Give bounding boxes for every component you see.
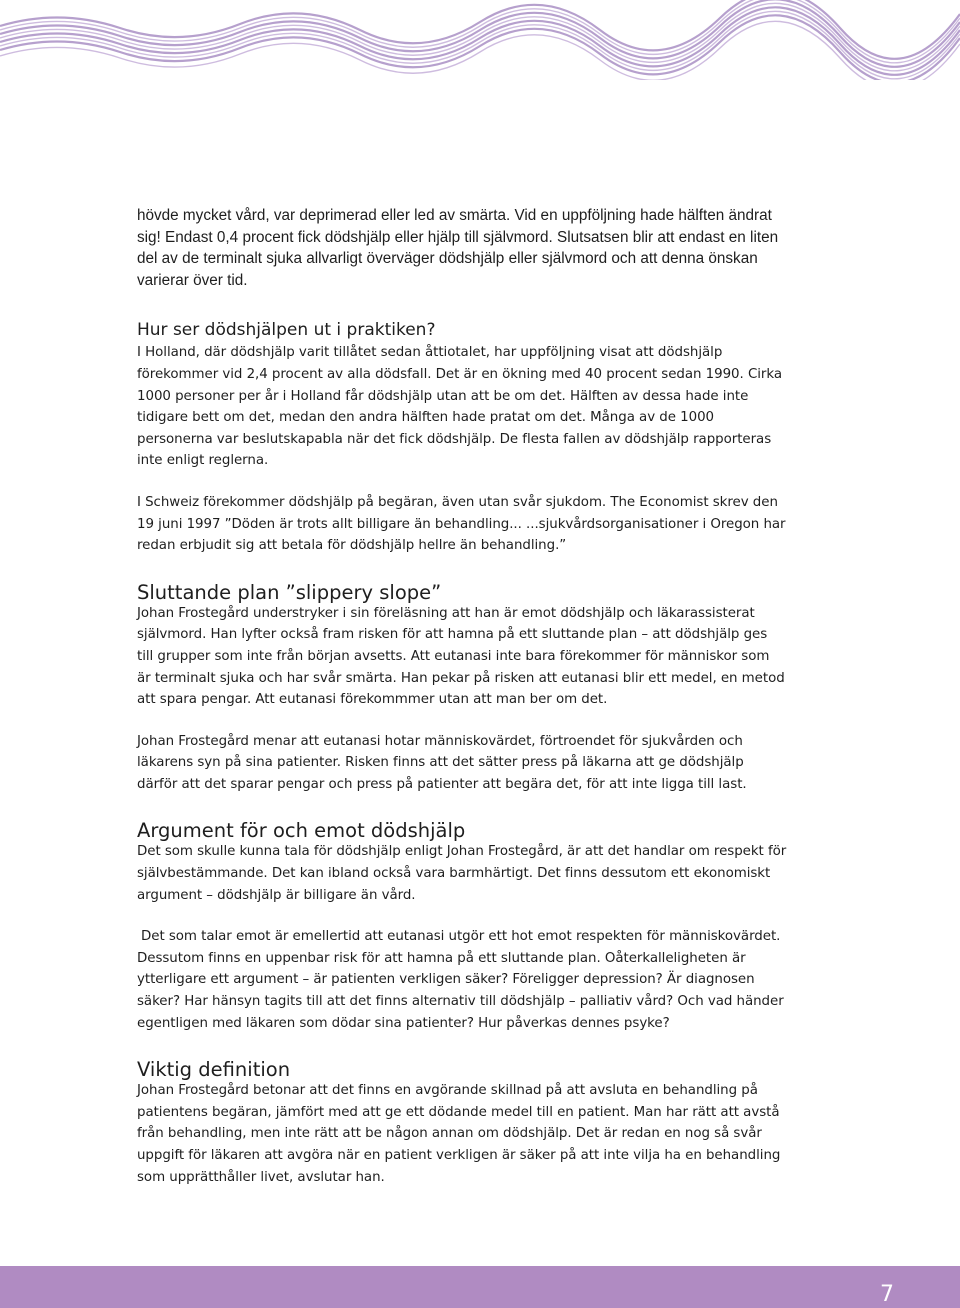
page-number: 7 (880, 1282, 894, 1307)
footer-bar (0, 1266, 960, 1308)
praktiken-paragraph-2: I Schweiz förekommer dödshjälp på begäran, även utan svår sjukdom. The Economist skrev den 19 juni 1997 ”Döden är trots allt billigare än behandling... ...sjukvårdsorganisationer i Oregon har redan erbjudit sig att betala för dödshjälp hellre än behandling.” (137, 494, 786, 554)
intro-paragraph: hövde mycket vård, var deprimerad eller led av smärta. Vid en uppföljning hade hälften ändrat sig! Endast 0,4 procent fick dödshjälp eller hjälp till självmord. Slutsatsen blir att endast en liten del av de terminalt sjuka allvarligt överväger dödshjälp eller självmord och att denna önskan varierar över tid. (137, 207, 779, 289)
header-wave-decoration (0, 0, 960, 80)
article-body (137, 205, 787, 1188)
praktiken-paragraph-1: I Holland, där dödshjälp varit tillåtet sedan åttiotalet, har uppföljning visat att dödshjälp förekommer vid 2,4 procent av alla dödsfall. Det är en ökning med 40 procent sedan 1990. Cirka 1000 personer per år i Holland får dödshjälp utan att be om det. Hälften av dessa hade inte tidigare bett om det, medan den andra hälften hade pratat om det. Många av de 1000 personerna var beslutskapabla när det fick dödshjälp. De flesta fallen av dödshjälp rapporteras inte enligt reglerna. (137, 345, 782, 469)
argument-paragraph-1: Det som skulle kunna tala för dödshjälp enligt Johan Frostegård, är att det handlar om respekt för självbestämmande. Det kan ibland också vara barmhärtigt. Det finns dessutom ett ekonomiskt argument – dödshjälp är billigare än vård. (137, 844, 787, 903)
heading-slippery-slope: Sluttande plan ”slippery slope” (137, 580, 442, 604)
slippery-paragraph-1: Johan Frostegård understryker i sin föreläsning att han är emot dödshjälp och läkarassisterat självmord. Han lyfter också fram risken för att hamna på ett sluttande plan – att dödshjälp ges till grupper som inte från början avsetts. Att eutanasi inte bara förekommer för människor som är terminalt sjuka och har svår smärta. Han pekar på risken att eutanasi blir ett medel, en metod att spara pengar. Att eutanasi förekommmer utan att man ber om det. (137, 605, 785, 708)
argument-paragraph-2: Det som talar emot är emellertid att eutanasi utgör ett hot emot respekten för människovärdet. Dessutom finns en uppenbar risk för att hamna på ett sluttande plan. Oåterkalleligheten är ytterligare ett argument – är patienten verkligen säker? Föreligger depression? Är diagnosen säker? Har hänsyn tagits till att det finns alternativ till dödshjälp – palliativ vård? Och vad händer egentligen med läkaren som dödar sina patienter? Hur påverkas dennes psyke? (137, 929, 784, 1031)
heading-argument: Argument för och emot dödshjälp (137, 819, 466, 843)
slippery-paragraph-2: Johan Frostegård menar att eutanasi hotar människovärdet, förtroendet för sjukvården och läkarens syn på sina patienter. Risken finns att det sätter press på läkarna att ge dödshjälp därför att det sparar pengar och press på patienter att begära det, för att inte ligga till last. (137, 733, 747, 792)
heading-definition: Viktig definition (137, 1058, 291, 1082)
definition-paragraph: Johan Frostegård betonar att det finns en avgörande skillnad på att avsluta en behandling på patientens begäran, jämfört med att ge ett dödande medel till en patient. Man har rätt att avstå från behandling, men inte rätt att be någon annan om dödshjälp. Det är redan en nog så svår uppgift för läkaren att avgöra när en patient verkligen är säker på att inte vilja ha en behandling som upprätthåller livet, avslutar han. (137, 1083, 781, 1185)
heading-praktiken: Hur ser dödshjälpen ut i praktiken? (137, 320, 436, 341)
